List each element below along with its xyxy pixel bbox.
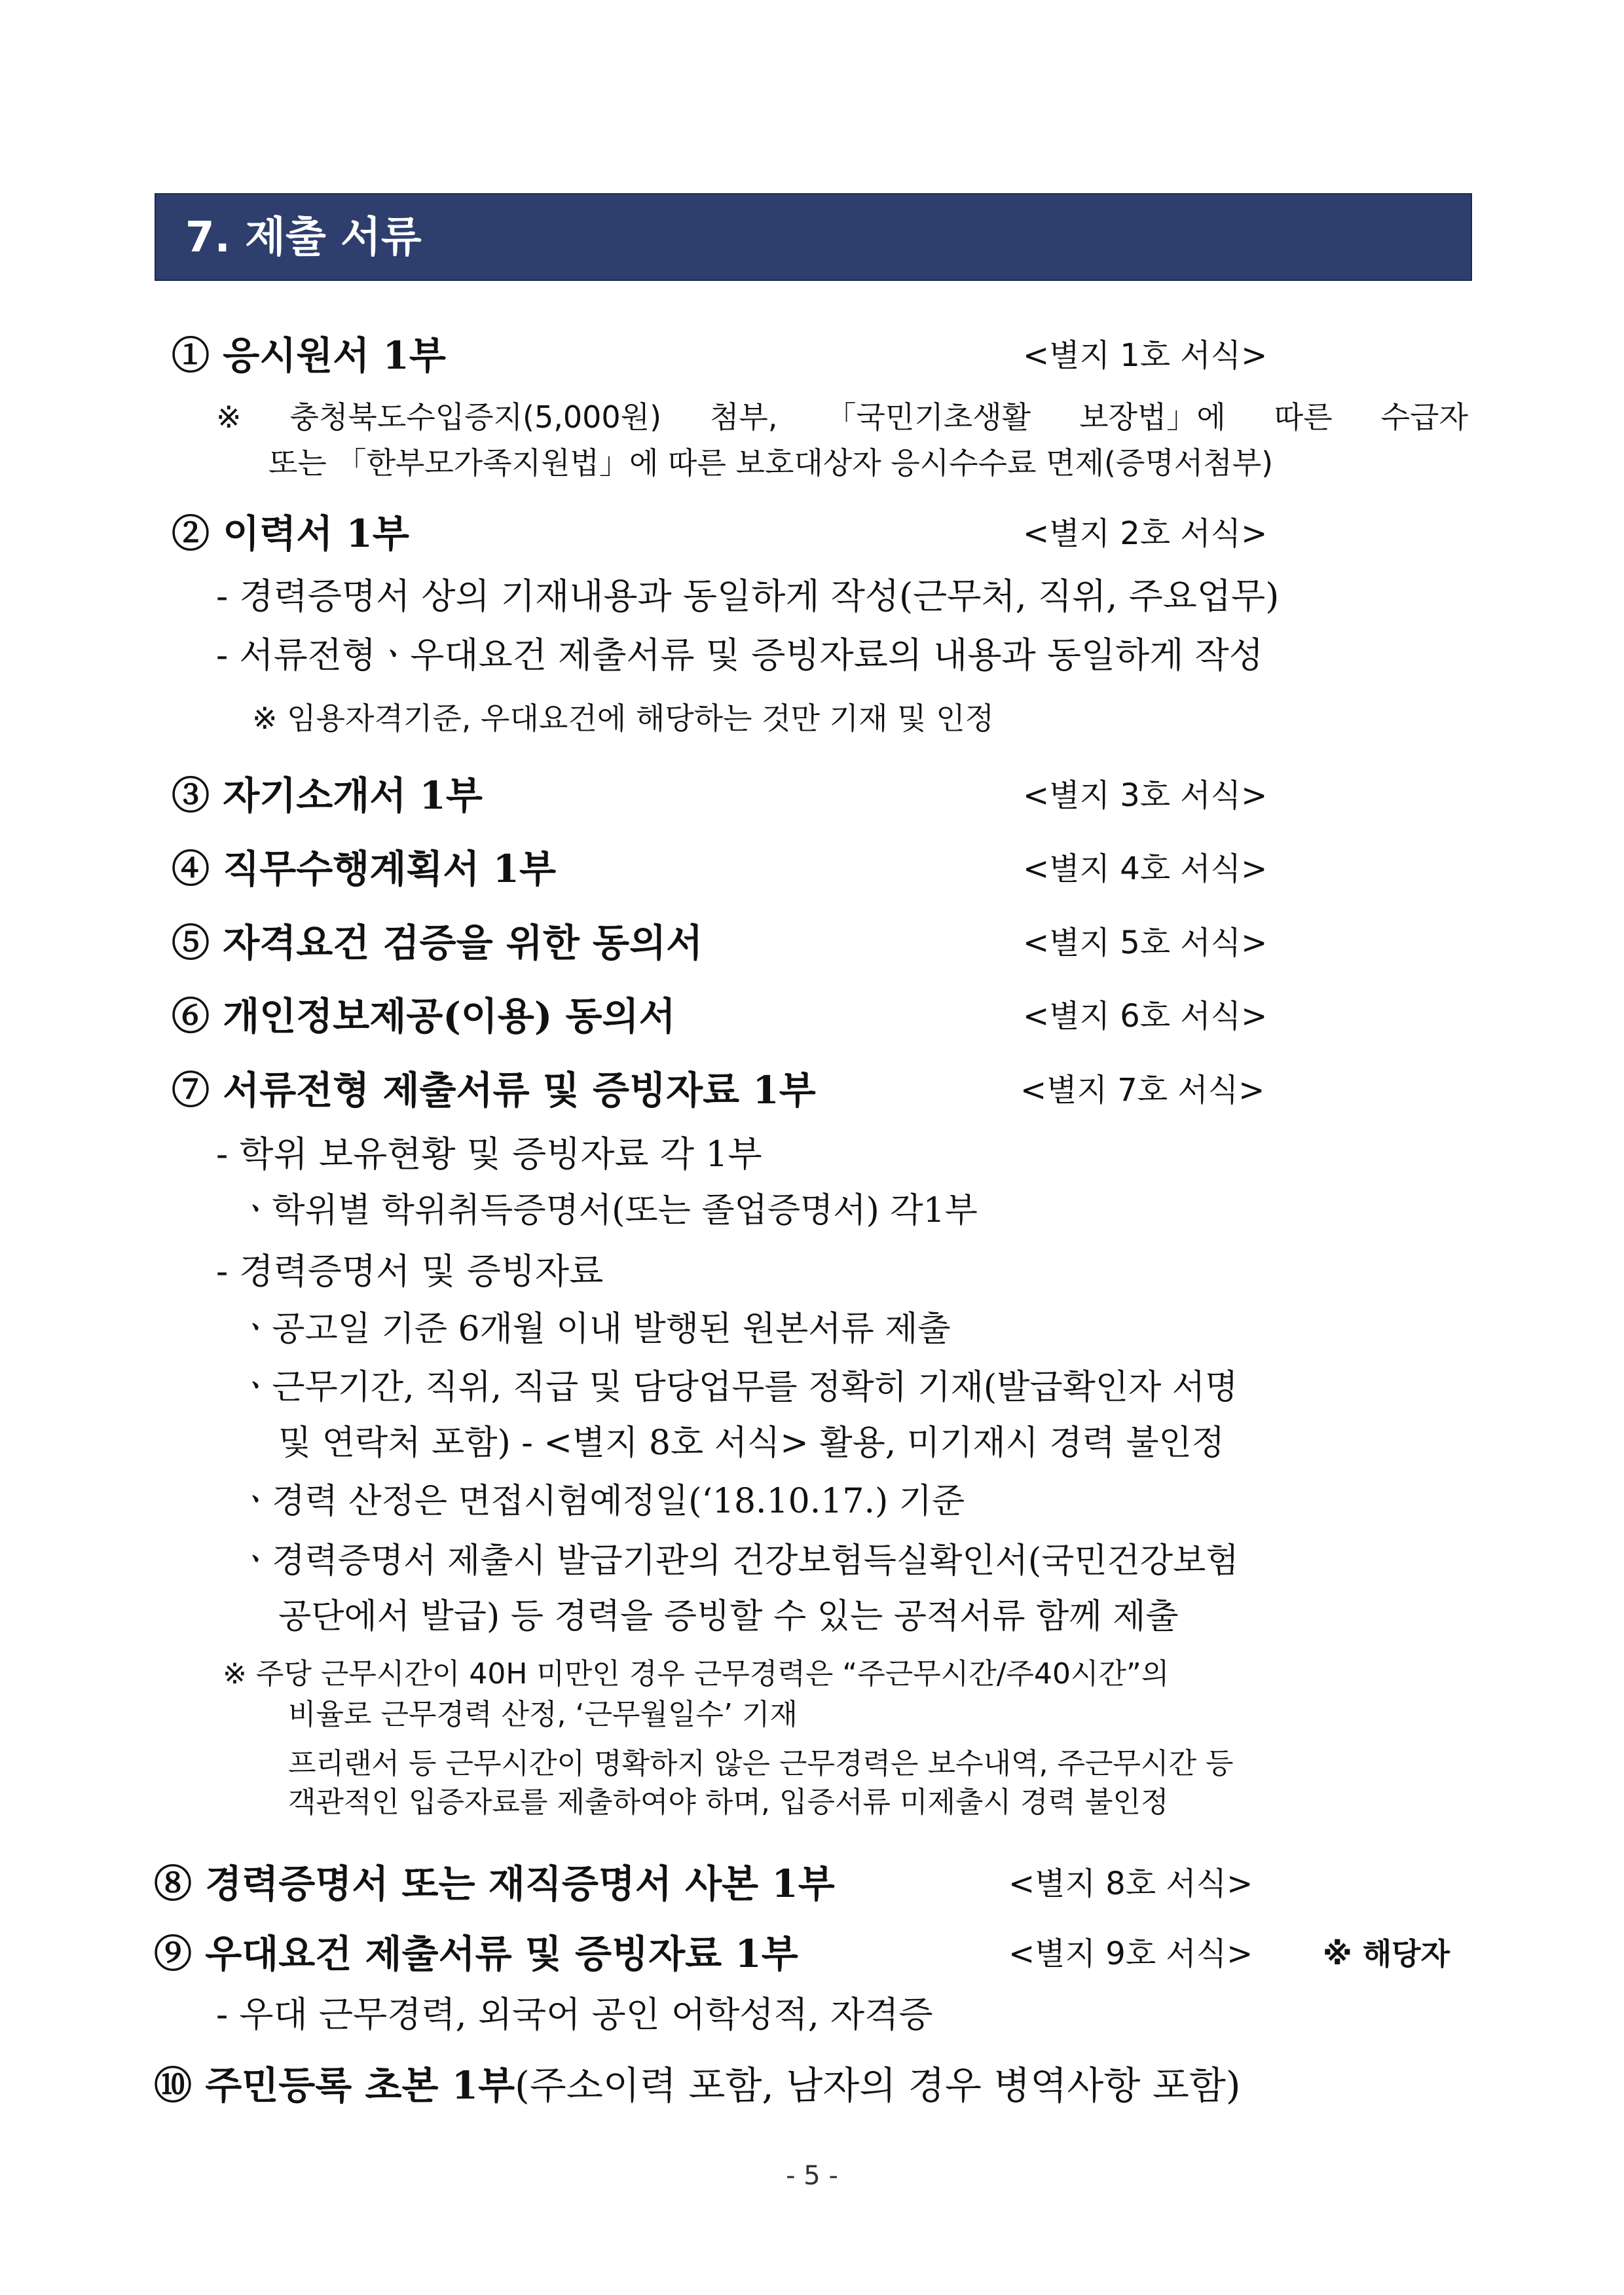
- item-6-title: [172, 990, 676, 1042]
- item-4-form-ref: <별지 4호 서식>: [1023, 851, 1268, 887]
- item-6-form-ref: <별지 6호 서식>: [1023, 998, 1268, 1035]
- item-8-label: 경력증명서 또는 재직증명서 사본 1부: [205, 1862, 835, 1906]
- note-word: 첨부,: [710, 399, 778, 435]
- section-title: 7. 제출 서류: [185, 213, 422, 262]
- item-7-hours-note-1: ※ 주당 근무시간이 40H 미만인 경우 근무경력은 “주근무시간/주40시간”의: [223, 1657, 1170, 1691]
- item-5-number: ⑤: [172, 921, 210, 965]
- item-2-number: ②: [172, 511, 210, 556]
- note-word: 충청북도수입증지(5,000원): [289, 399, 662, 435]
- item-10-label-detail: (주소이력 포함, 남자의 경우 병역사항 포함): [515, 2063, 1241, 2108]
- item-1-label: 응시원서 1부: [223, 333, 446, 378]
- item-7-freelance-note-2: 객관적인 입증자료를 제출하여야 하며, 입증서류 미제출시 경력 불인정: [288, 1786, 1169, 1819]
- item-9-note: - 우대 근무경력, 외국어 공인 어학성적, 자격증: [216, 1994, 933, 2035]
- item-5-form-ref: <별지 5호 서식>: [1023, 925, 1268, 961]
- item-4-label: 직무수행계획서 1부: [223, 847, 556, 891]
- item-1-note-line-1: [216, 395, 1468, 439]
- item-7-career-detail-1: ㆍ공고일 기준 6개월 이내 발행된 원본서류 제출: [239, 1310, 951, 1349]
- item-8-number: ⑧: [154, 1862, 193, 1906]
- item-7-title: [172, 1064, 816, 1116]
- item-10-title: [154, 2059, 1241, 2112]
- item-7-career-detail-4b: 공단에서 발급) 등 경력을 증빙할 수 있는 공적서류 함께 제출: [278, 1597, 1179, 1636]
- item-2-note-1: - 경력증명서 상의 기재내용과 동일하게 작성(근무처, 직위, 주요업무): [216, 576, 1280, 617]
- item-3-number: ③: [172, 773, 210, 818]
- note-word: 따른: [1274, 399, 1333, 435]
- item-5-label: 자격요건 검증을 위한 동의서: [223, 921, 703, 965]
- item-2-note-2: - 서류전형ㆍ우대요건 제출서류 및 증빙자료의 내용과 동일하게 작성: [216, 634, 1263, 676]
- item-9-number: ⑨: [154, 1932, 193, 1976]
- note-word: 「국민기초생활: [826, 399, 1031, 435]
- item-9-title: [154, 1928, 798, 1980]
- item-1-form-ref: <별지 1호 서식>: [1023, 337, 1268, 374]
- item-8-form-ref: <별지 8호 서식>: [1008, 1865, 1253, 1902]
- note-word: ※: [216, 399, 242, 435]
- item-9-form-ref: <별지 9호 서식>: [1008, 1936, 1253, 1972]
- item-7-hours-note-2: 비율로 근무경력 산정, ‘근무월일수’ 기재: [288, 1698, 798, 1731]
- item-7-career-detail-4a: ㆍ경력증명서 제출시 발급기관의 건강보험득실확인서(국민건강보험: [239, 1541, 1239, 1581]
- item-5-title: [172, 917, 703, 969]
- item-6-label: 개인정보제공(이용) 동의서: [223, 994, 676, 1038]
- item-7-number: ⑦: [172, 1068, 210, 1112]
- item-1-number: ①: [172, 333, 210, 378]
- item-4-title: [172, 843, 556, 895]
- item-7-career-detail-2a: ㆍ근무기간, 직위, 직급 및 담당업무를 정확히 기재(발급확인자 서명: [239, 1368, 1238, 1407]
- item-2-label: 이력서 1부: [223, 511, 409, 556]
- item-3-form-ref: <별지 3호 서식>: [1023, 777, 1268, 814]
- item-4-number: ④: [172, 847, 210, 891]
- item-9-applicability-tag: ※ 해당자: [1323, 1936, 1450, 1972]
- item-10-number: ⑩: [154, 2063, 193, 2108]
- page-number: - 5 -: [786, 2161, 838, 2191]
- item-1-note-line-2: 또는 「한부모가족지원법」에 따른 보호대상자 응시수수료 면제(증명서첨부): [268, 445, 1274, 481]
- item-3-title: [172, 769, 483, 822]
- item-7-freelance-note-1: 프리랜서 등 근무시간이 명확하지 않은 근무경력은 보수내역, 주근무시간 등: [288, 1747, 1234, 1780]
- item-7-career-detail-3: ㆍ경력 산정은 면접시험예정일(‘18.10.17.) 기준: [239, 1482, 965, 1521]
- note-word: 보장법」에: [1079, 399, 1226, 435]
- item-10-label: 주민등록 초본 1부: [205, 2063, 515, 2108]
- item-9-label: 우대요건 제출서류 및 증빙자료 1부: [205, 1932, 798, 1976]
- item-2-title: [172, 507, 409, 560]
- item-1-title: [172, 329, 446, 382]
- item-8-title: [154, 1858, 835, 1910]
- item-7-degree-detail: ㆍ학위별 학위취득증명서(또는 졸업증명서) 각1부: [239, 1191, 978, 1230]
- item-7-career: - 경력증명서 및 증빙자료: [216, 1251, 604, 1292]
- item-7-degree: - 학위 보유현황 및 증빙자료 각 1부: [216, 1133, 762, 1175]
- item-7-label: 서류전형 제출서류 및 증빙자료 1부: [223, 1068, 816, 1112]
- item-2-note-3: ※ 임용자격기준, 우대요건에 해당하는 것만 기재 및 인정: [252, 701, 995, 736]
- item-7-form-ref: <별지 7호 서식>: [1020, 1072, 1265, 1109]
- item-7-career-detail-2b: 및 연락처 포함) - <별지 8호 서식> 활용, 미기재시 경력 불인정: [278, 1423, 1225, 1463]
- item-3-label: 자기소개서 1부: [223, 773, 483, 818]
- item-2-form-ref: <별지 2호 서식>: [1023, 515, 1268, 552]
- item-6-number: ⑥: [172, 994, 210, 1038]
- note-word: 수급자: [1380, 399, 1468, 435]
